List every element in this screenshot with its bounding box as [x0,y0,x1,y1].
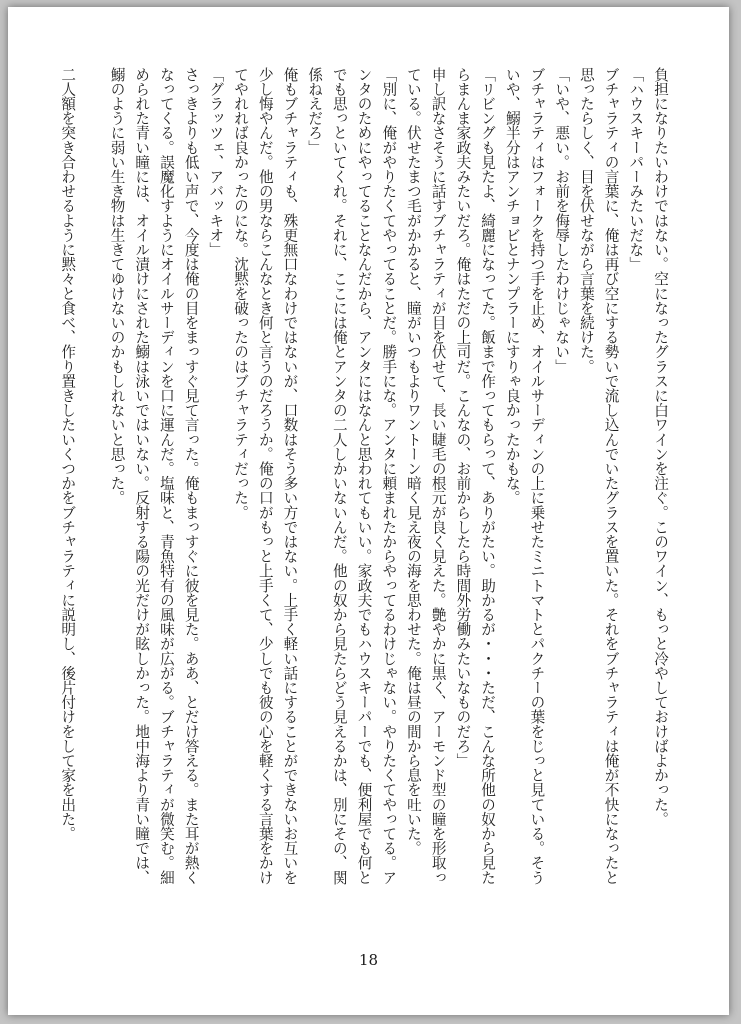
text-line: いや、鰯半分はアンチョビとナンプラーにすりゃ良かったかもな。 [503,67,521,505]
book-page [8,7,729,1015]
text-line: なってくる。誤魔化すようにオイルサーディンを口に運んだ。塩味と、青魚特有の風味が広がる。ブチャラティが微笑む。細 [157,67,175,885]
text-line: 少し悔やんだ。他の男ならこんなとき何と言うのだろうか。俺の口がもっと上手くて、少しでも彼の心を軽くする言葉をかけ [256,67,274,885]
text-line: 鰯のように弱い生き物は生きてゆけないのかもしれないと思った。 [108,67,126,505]
text-line: 「いや、悪い。お前を侮辱したわけじゃない」 [553,67,571,374]
text-line: てやれれば良かったのにな。沈黙を破ったのはブチャラティだった。 [232,67,250,520]
text-line: 思ったらしく、目を伏せながら言葉を続けた。 [577,67,595,374]
text-line: 負担になりたいわけではない。空になったグラスに白ワインを注ぐ。このワイン、もっと冷やしておけばよかった。 [652,67,669,827]
text-line: 「リビングも見たよ、綺麗になってた。飯まで作ってもらって、ありがたい。助かるが・・・ただ、こんな所他の奴から見た [479,67,497,885]
text-line: ている。伏せたまつ毛がかかると、瞳がいつもよりワントーン暗く見え夜の海を思わせた。俺は昼の間から息を吐いた。 [404,67,422,856]
text-line: ブチャラティはフォークを持つ手を止め、オイルサーディンの上に乗せたミニトマトとパクチーの葉をじっと見ている。そう [528,67,546,885]
text-line [79,67,104,912]
text-line: らまんま家政夫みたいだろ。俺はただの上司だ。こんなの、お前からしたら時間外労働みたいなものだろ」 [454,67,472,768]
text-line: でも思っといてくれ。それに、ここには俺とアンタの二人しかいないんだ。他の奴から見たらどう見えるかは、別にその、関 [330,67,348,885]
text-line: 係ねえだろ」 [306,67,324,155]
text-line: 申し訳なさそうに話すブチャラティが目を伏せて、長い睫毛の根元が良く見えた。艶やかに黒く、アーモンド型の瞳を形取っ [429,67,447,885]
text-line: 二人額を突き合わせるように黙々と食べ、作り置きしたいくつかをブチャラティに説明し、後片付けをして家を出た。 [59,67,77,841]
text-line: 俺もブチャラティも、殊更無口なわけではないが、口数はそう多い方ではない。上手く軽い話にすることができないお互いを [281,67,299,885]
text-line: ブチャラティの言葉に、俺は再び空にする勢いで流し込んでいたグラスを置いた。それをブチャラティは俺が不快になったと [602,67,620,885]
page-number: 18 [358,951,379,969]
text-line: 「ハウスキーパーみたいだな」 [627,67,645,272]
text-line: さっきよりも低い声で、今度は俺の目をまっすぐ見て言った。俺もまっすぐに彼を見た。ああ、とだけ答える。また耳が熱く [182,67,200,885]
text-line: ンタのためにやってることなんだから、アンタにはなんと思われてもいい。家政夫でもハウスキーパーでも、便利屋でも何と [355,67,373,885]
text-line: められた青い瞳には、オイル漬けにされた鰯は泳いではいない。反射する陽の光だけが眩しかった。地中海より青い瞳では、 [133,67,151,885]
text-line: 「グラッツェ、アバッキオ」 [207,67,225,257]
text-line: 「別に、俺がやりたくてやってることだ。勝手にな。アンタに頼まれたからやってるわけじゃない。やりたくてやってる。ア [380,67,398,885]
body-text [59,67,672,912]
